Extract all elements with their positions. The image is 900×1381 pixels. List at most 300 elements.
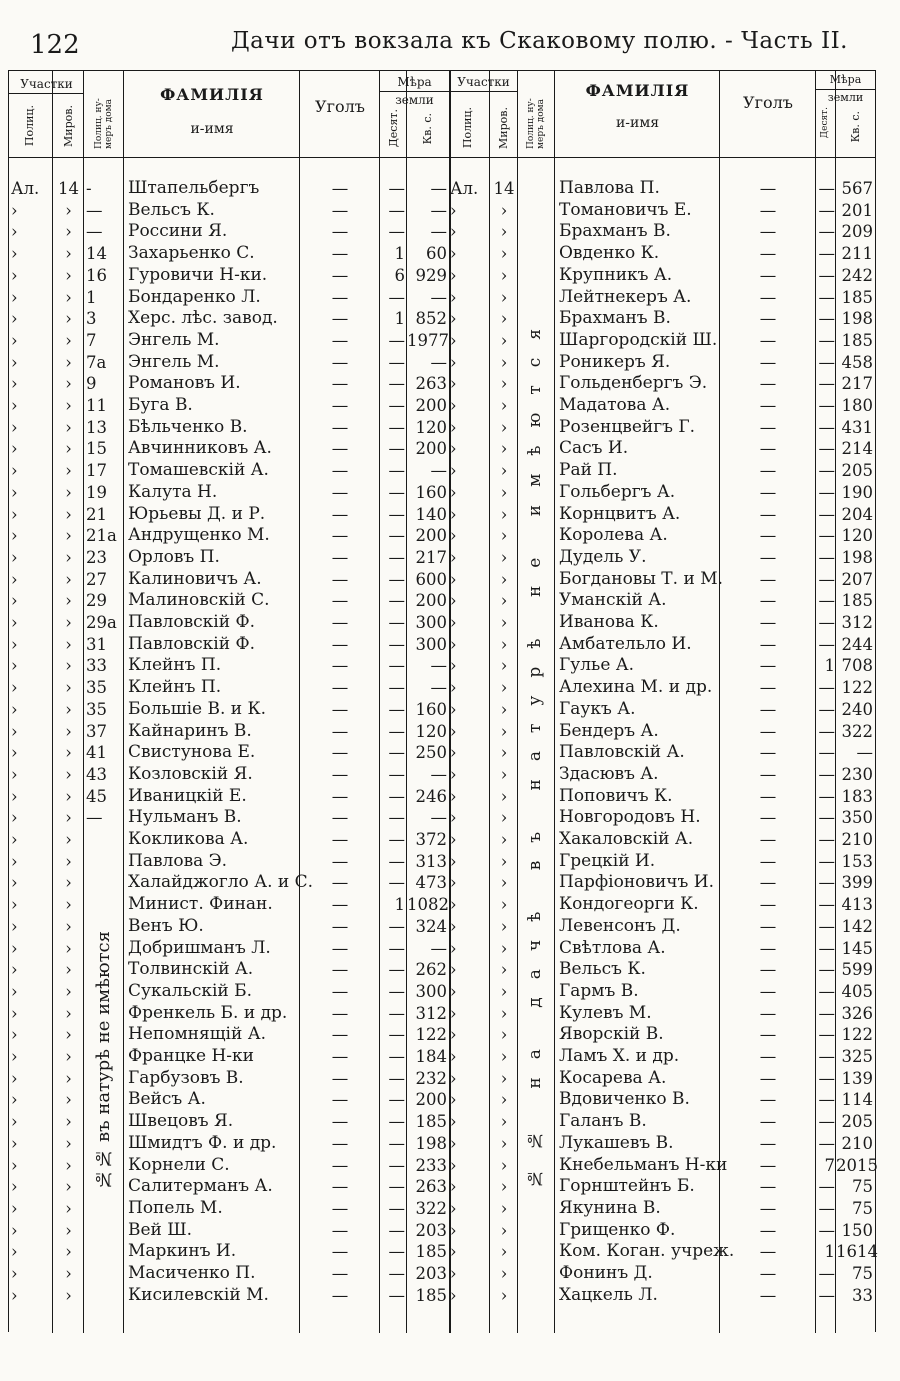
owner-name: Павловскій Ф. <box>128 612 255 632</box>
sq-sazhen-value: — <box>430 179 447 198</box>
table-row <box>9 547 449 569</box>
sq-sazhen-value: 312 <box>415 1003 447 1023</box>
civil-district: › <box>65 200 72 220</box>
owner-name: Херс. лѣс. завод. <box>128 308 278 329</box>
sq-sazhen-value: 322 <box>415 1198 447 1218</box>
owner-name: Гармъ В. <box>559 980 639 1001</box>
civil-district: › <box>500 786 508 806</box>
desyatin-value: — <box>388 179 405 198</box>
table-row <box>449 1154 878 1177</box>
desyatin-value: — <box>818 808 835 828</box>
left-vertical-note: №№ въ натурѣ не имѣются <box>93 931 114 1190</box>
desyatin-value: — <box>388 1285 405 1305</box>
owner-name: Корнцвитъ А. <box>559 503 681 524</box>
corner-value: — <box>331 569 349 589</box>
desyatin-value: — <box>388 526 405 546</box>
civil-district: › <box>500 981 508 1001</box>
police-district: › <box>11 1133 18 1153</box>
table-row <box>9 460 449 482</box>
civil-district: › <box>65 1133 72 1153</box>
desyatin-value: — <box>818 417 835 437</box>
police-district: › <box>11 1047 18 1066</box>
uchastki-header: Участки <box>9 75 84 94</box>
right-vertical-note: №№ на дачѣ въ натурѣ не имѣются <box>525 311 545 1189</box>
desyatin-value: — <box>818 678 835 698</box>
owner-name: Якунина В. <box>559 1197 661 1218</box>
corner-value: — <box>331 830 349 849</box>
civil-district: › <box>500 547 508 567</box>
police-district: › <box>11 309 18 329</box>
desyatin-value: — <box>388 1155 405 1175</box>
house-number: 19 <box>86 482 107 502</box>
desyatin-value: — <box>388 1112 405 1132</box>
table-row <box>9 1176 449 1198</box>
police-district: › <box>450 526 457 546</box>
corner-value: — <box>759 699 777 719</box>
civil-district: › <box>500 265 508 285</box>
corner-value: — <box>331 1155 349 1175</box>
owner-name: Малиновскій С. <box>128 590 270 611</box>
desyatin-value: — <box>388 634 405 654</box>
desyatin-value: — <box>818 830 835 849</box>
desyatin-value: — <box>388 374 405 394</box>
sq-sazhen-value: 75 <box>852 1177 873 1197</box>
table-row <box>9 330 449 352</box>
table-row <box>449 699 875 721</box>
owner-name: Здасювъ А. <box>559 763 659 784</box>
police-district: › <box>450 417 457 437</box>
corner-value: — <box>331 1133 349 1153</box>
sq-sazhen-value: 122 <box>841 678 873 698</box>
police-district: › <box>11 743 18 763</box>
corner-value: — <box>331 743 349 763</box>
civil-district: › <box>65 764 72 784</box>
house-header-r: Полиц. ну- меръ дома <box>526 98 546 149</box>
table-row <box>9 851 449 873</box>
house-number: 15 <box>86 439 107 459</box>
civil-district: › <box>500 656 508 676</box>
corner-value: — <box>759 439 777 459</box>
corner-value: — <box>759 721 777 741</box>
desyatin-value: — <box>388 461 405 481</box>
table-row <box>9 504 449 526</box>
owner-name: Грищенко Ф. <box>559 1219 676 1240</box>
right-half <box>449 71 878 1333</box>
corner-value: — <box>331 374 349 394</box>
desyatin-value: — <box>818 960 835 980</box>
desyatin-value: — <box>388 873 405 893</box>
civil-district: › <box>500 1155 508 1175</box>
corner-value: — <box>759 200 777 220</box>
desyatin-value: — <box>388 1242 405 1262</box>
desyatin-value: — <box>818 699 835 719</box>
table-row <box>449 872 875 894</box>
owner-name: Павлова П. <box>559 178 660 198</box>
owner-name: Гаукъ А. <box>559 698 636 719</box>
house-number: 35 <box>86 699 107 719</box>
sq-sazhen-value: 183 <box>841 786 873 806</box>
desyatin-value: — <box>388 1220 405 1240</box>
corner-value: — <box>331 656 349 676</box>
sq-sazhen-value: — <box>430 200 447 220</box>
civil-district: › <box>65 1155 72 1175</box>
sq-sazhen-value: 205 <box>841 1112 873 1132</box>
desyatin-value: 1 <box>394 309 405 329</box>
civil-district: › <box>500 1003 508 1023</box>
owner-name: Гулье А. <box>559 655 635 676</box>
sq-sazhen-value: 122 <box>841 1025 873 1045</box>
civil-district: › <box>500 287 508 307</box>
civil-district: › <box>65 678 72 698</box>
corner-value: — <box>759 1264 777 1283</box>
sq-sazhen-value: 312 <box>841 613 873 632</box>
corner-value: — <box>759 634 777 654</box>
ledger-table <box>8 70 876 1332</box>
owner-name: Брахманъ В. <box>559 221 671 242</box>
desyatin-value: — <box>388 960 405 980</box>
table-row <box>449 894 875 916</box>
sq-sazhen-value: 250 <box>415 743 447 763</box>
police-district: › <box>450 287 457 307</box>
desyatin-value: — <box>388 1198 405 1218</box>
police-district: › <box>11 830 18 849</box>
civil-district: › <box>65 222 72 242</box>
desyatin-value: — <box>818 591 835 611</box>
table-row <box>9 221 449 243</box>
sq-sazhen-value: 372 <box>415 830 447 849</box>
owner-name: Бондаренко Л. <box>128 286 261 307</box>
table-row <box>449 851 875 873</box>
police-district: › <box>450 721 457 741</box>
desyatin-value: — <box>818 504 835 524</box>
desyatin-value: — <box>388 1133 405 1153</box>
table-row <box>9 1155 449 1177</box>
sq-sazhen-value: 185 <box>841 287 873 307</box>
uchastki-header-r: Участки <box>449 73 518 92</box>
sq-sazhen-value: 263 <box>415 374 447 394</box>
police-district: › <box>11 1242 18 1262</box>
desyatin-value: — <box>388 678 405 698</box>
corner-value: — <box>331 1047 349 1066</box>
sq-sazhen-value: 600 <box>415 569 447 589</box>
civil-district: › <box>65 634 72 654</box>
corner-value: — <box>331 330 349 350</box>
table-row <box>449 742 875 764</box>
house-number: 27 <box>86 569 107 589</box>
civil-district: › <box>65 374 72 394</box>
corner-value: — <box>759 1198 777 1218</box>
civil-district: › <box>65 743 72 763</box>
corner-value: — <box>331 265 349 285</box>
civil-district: › <box>65 1177 72 1197</box>
desyatin-value: — <box>818 634 835 654</box>
owner-name: Рай П. <box>559 460 618 481</box>
owner-name: Кнебельманъ Н-ки <box>559 1154 728 1175</box>
desyatin-value: 7 <box>824 1155 835 1175</box>
house-number: 3 <box>86 309 97 329</box>
corner-value: — <box>759 938 777 958</box>
civil-district: › <box>500 960 508 980</box>
owner-name: Лейтнекеръ А. <box>559 286 692 307</box>
civil-district: › <box>65 1003 72 1023</box>
police-district: › <box>450 222 457 242</box>
corner-value: — <box>759 1155 777 1175</box>
corner-value: — <box>331 417 349 437</box>
police-district: › <box>450 960 457 980</box>
civil-district: › <box>65 851 72 871</box>
corner-value: — <box>331 309 349 329</box>
table-row <box>9 590 449 612</box>
police-district: › <box>11 1112 18 1132</box>
table-row <box>449 938 875 960</box>
desyatin-value: — <box>818 1198 835 1218</box>
sq-sazhen-value: — <box>430 461 447 481</box>
sq-sazhen-value: 203 <box>415 1264 447 1283</box>
corner-value: — <box>331 1068 349 1088</box>
police-district: › <box>11 1090 18 1110</box>
house-number: 21а <box>86 526 117 546</box>
civil-district: › <box>500 1090 508 1110</box>
sq-sazhen-value: 322 <box>841 721 873 741</box>
civil-district: › <box>65 1242 72 1262</box>
owner-name: Поповичъ К. <box>559 785 673 806</box>
civil-district: 14 <box>58 179 79 198</box>
police-district: › <box>450 244 457 264</box>
civil-district: › <box>65 721 72 741</box>
civil-district: › <box>500 1047 508 1066</box>
table-row <box>9 373 449 395</box>
owner-name: Захарьенко С. <box>128 243 255 264</box>
owner-name: Орловъ П. <box>128 546 220 567</box>
desyat-header-r: Десят. <box>820 107 830 139</box>
table-row <box>449 916 875 938</box>
owner-name: Маркинъ И. <box>128 1241 237 1262</box>
table-row <box>9 265 449 287</box>
desyatin-value: — <box>388 1264 405 1283</box>
house-number: 11 <box>86 396 107 415</box>
name-header-r: и-имя <box>615 115 660 131</box>
desyatin-value: — <box>818 851 835 871</box>
corner-value: — <box>331 352 349 372</box>
house-number: - <box>86 179 92 198</box>
table-row <box>449 1003 875 1025</box>
corner-value: — <box>759 1133 777 1153</box>
polic-header-r: Полиц. <box>461 107 474 149</box>
police-district: › <box>11 613 18 632</box>
sq-sazhen-value: 246 <box>415 786 447 806</box>
table-row <box>449 1068 875 1090</box>
desyatin-value: — <box>818 330 835 350</box>
sq-sazhen-value: 142 <box>841 916 873 936</box>
civil-district: › <box>500 569 508 589</box>
police-district: › <box>11 1003 18 1023</box>
table-row <box>9 959 449 981</box>
civil-district: › <box>500 1264 508 1283</box>
corner-value: — <box>759 613 777 632</box>
table-row <box>9 807 449 829</box>
corner-value: — <box>759 504 777 524</box>
police-district: › <box>450 396 457 415</box>
sq-sazhen-value: 300 <box>415 613 447 632</box>
police-district: › <box>450 873 457 893</box>
police-district: › <box>450 461 457 481</box>
corner-value: — <box>331 873 349 893</box>
police-district: › <box>450 808 457 828</box>
police-district: › <box>450 200 457 220</box>
desyatin-value: — <box>388 743 405 763</box>
civil-district: › <box>65 417 72 437</box>
sq-sazhen-value: 217 <box>415 547 447 567</box>
table-row <box>449 634 875 656</box>
sq-sazhen-value: 1614 <box>836 1242 878 1262</box>
corner-value: — <box>759 678 777 698</box>
owner-name: Яворскій В. <box>559 1024 664 1045</box>
desyatin-value: — <box>818 547 835 567</box>
corner-value: — <box>759 482 777 502</box>
sq-sazhen-value: 567 <box>841 179 873 198</box>
table-row <box>449 959 875 981</box>
house-number: 29а <box>86 613 117 632</box>
sq-sazhen-value: 399 <box>841 873 873 893</box>
owner-name: Бѣльченко В. <box>128 416 248 437</box>
civil-district: › <box>500 352 508 372</box>
corner-value: — <box>759 352 777 372</box>
sq-sazhen-value: 185 <box>415 1285 447 1305</box>
civil-district: › <box>65 352 72 372</box>
sq-sazhen-value: 232 <box>415 1068 447 1088</box>
civil-district: › <box>65 830 72 849</box>
police-district: › <box>450 439 457 459</box>
table-row <box>449 504 875 526</box>
desyatin-value: — <box>818 1133 835 1153</box>
desyatin-value: — <box>818 222 835 242</box>
police-district: › <box>11 808 18 828</box>
table-row <box>449 265 875 287</box>
sq-sazhen-value: 150 <box>841 1220 873 1240</box>
name-header: и-имя <box>190 121 234 137</box>
desyatin-value: — <box>388 786 405 806</box>
civil-district: › <box>65 613 72 632</box>
corner-value: — <box>759 960 777 980</box>
owner-name: Добришманъ Л. <box>128 937 271 958</box>
ugol-header: Уголъ <box>315 97 365 116</box>
sq-sazhen-value: 185 <box>415 1112 447 1132</box>
police-district: › <box>11 396 18 415</box>
table-row <box>449 200 875 222</box>
owner-name: Масиченко П. <box>128 1263 256 1283</box>
police-district: › <box>450 699 457 719</box>
corner-value: — <box>331 179 349 198</box>
sq-sazhen-value: 263 <box>415 1177 447 1197</box>
sq-sazhen-value: 200 <box>415 526 447 546</box>
owner-name: Алехина М. и др. <box>559 677 713 698</box>
desyatin-value: — <box>818 1068 835 1088</box>
table-row <box>9 482 449 504</box>
table-row <box>9 1003 449 1025</box>
corner-value: — <box>759 656 777 676</box>
civil-district: › <box>65 547 72 567</box>
desyatin-value: — <box>818 1177 835 1197</box>
desyatin-value: — <box>818 721 835 741</box>
police-district: › <box>450 743 457 763</box>
sq-sazhen-value: 60 <box>426 244 447 264</box>
table-row <box>9 1133 449 1155</box>
desyatin-value: — <box>818 1025 835 1045</box>
owner-name: Хакаловскій А. <box>559 829 694 849</box>
table-row <box>449 590 875 612</box>
owner-name: Юрьевы Д. и Р. <box>128 503 266 524</box>
desyatin-value: — <box>818 1264 835 1283</box>
owner-name: Халайджогло А. и С. <box>128 872 314 893</box>
police-district: › <box>450 1220 457 1240</box>
civil-district: › <box>65 808 72 828</box>
table-row <box>449 1133 875 1155</box>
sq-sazhen-value: 180 <box>841 396 873 415</box>
owner-name: Овденко К. <box>559 243 660 264</box>
civil-district: › <box>65 1198 72 1218</box>
police-district: › <box>11 569 18 589</box>
corner-value: — <box>331 1220 349 1240</box>
police-district: › <box>11 591 18 611</box>
civil-district: › <box>65 981 72 1001</box>
desyatin-value: 1 <box>824 1242 835 1262</box>
civil-district: › <box>65 1112 72 1132</box>
owner-name: Вейсъ А. <box>128 1089 206 1110</box>
civil-district: › <box>65 960 72 980</box>
corner-value: — <box>759 786 777 806</box>
owner-name: Большіе В. и К. <box>128 698 267 719</box>
table-row <box>449 438 875 460</box>
sq-sazhen-value: — <box>430 287 447 307</box>
house-number: 41 <box>86 743 107 763</box>
police-district: › <box>11 634 18 654</box>
owner-name: Энгель М. <box>128 351 220 372</box>
owner-name: Свѣтлова А. <box>559 937 666 958</box>
corner-value: — <box>331 222 349 242</box>
police-district: › <box>450 613 457 632</box>
sq-sazhen-value: 198 <box>841 547 873 567</box>
sq-sazhen-value: 201 <box>841 200 873 220</box>
civil-district: › <box>65 1025 72 1045</box>
corner-value: — <box>759 461 777 481</box>
civil-district: › <box>500 396 508 415</box>
sq-sazhen-value: 458 <box>841 352 873 372</box>
police-district: › <box>11 916 18 936</box>
civil-district: › <box>65 287 72 307</box>
mera-header-r: Мѣра земли <box>816 71 875 90</box>
house-number: 17 <box>86 461 107 481</box>
police-district: › <box>450 504 457 524</box>
civil-district: › <box>500 721 508 741</box>
civil-district: › <box>500 439 508 459</box>
family-header-r: ФАМИЛІЯ <box>585 81 690 100</box>
table-row <box>449 1111 875 1133</box>
desyatin-value: — <box>388 396 405 415</box>
corner-value: — <box>759 1112 777 1132</box>
desyatin-value: — <box>388 699 405 719</box>
corner-value: — <box>759 591 777 611</box>
owner-name: Корнели С. <box>128 1154 230 1175</box>
corner-value: — <box>759 895 777 915</box>
police-district: › <box>11 547 18 567</box>
corner-value: — <box>331 613 349 632</box>
header-divider <box>9 157 449 158</box>
civil-district: › <box>500 743 508 763</box>
civil-district: › <box>500 591 508 611</box>
corner-value: — <box>759 830 777 849</box>
sq-sazhen-value: 75 <box>852 1264 873 1283</box>
corner-value: — <box>759 1003 777 1023</box>
